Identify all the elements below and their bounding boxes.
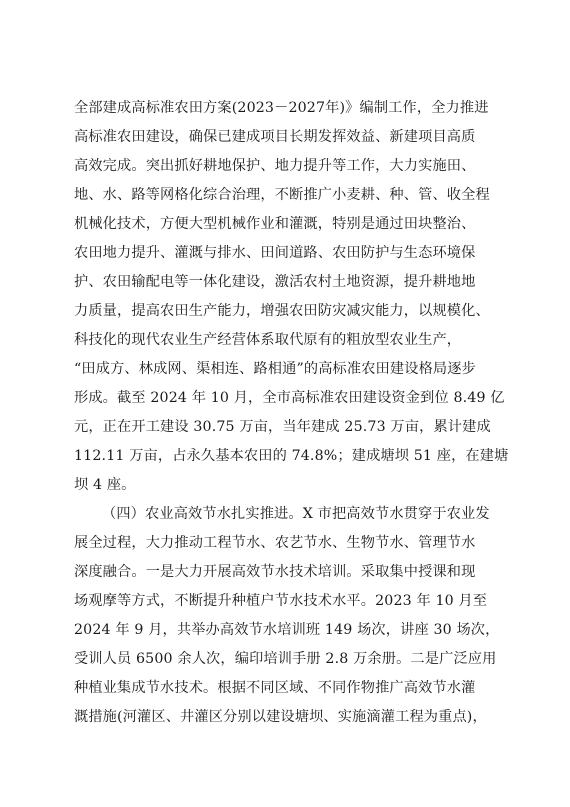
text-line: 场观摩等方式，不断提升种植户节水技术水平。2023 年 10 月至	[74, 593, 488, 609]
text-line: 高标准农田建设，确保已建成项目长期发挥效益、新建项目高质	[74, 129, 476, 145]
text-line: 机械化技术，方便大型机械作业和灌溉，特别是通过田块整治、	[74, 216, 476, 232]
text-line: 形成。截至 2024 年 10 月，全市高标准农田建设资金到位 8.49 亿	[74, 390, 505, 406]
text-line: 展全过程，大力推动工程节水、农艺节水、生物节水、管理节水	[74, 535, 476, 551]
text-line: 坝 4 座。	[74, 477, 136, 493]
text-line: 护、农田输配电等一体化建设，激活农村土地资源，提升耕地地	[74, 274, 476, 290]
text-line: 地、水、路等网格化综合治理，不断推广小麦耕、种、管、收全程	[74, 187, 490, 203]
text-line: 2024 年 9 月，共举办高效节水培训班 149 场次，讲座 30 场次，	[74, 622, 500, 638]
text-line: 溉措施(河灌区、井灌区分别以建设塘坝、实施滴灌工程为重点)，	[74, 709, 487, 725]
text-line: 种植业集成节水技术。根据不同区域、不同作物推广高效节水灌	[74, 680, 476, 696]
text-line: 全部建成高标准农田方案(2023－2027年)》编制工作，全力推进	[74, 100, 489, 116]
text-line: 科技化的现代农业生产经营体系取代原有的粗放型农业生产，	[74, 332, 462, 348]
text-line: 元，正在开工建设 30.75 万亩，当年建成 25.73 万亩，累计建成	[74, 419, 491, 435]
text-line: 高效完成。突出抓好耕地保护、地力提升等工作，大力实施田、	[74, 158, 476, 174]
text-line: 农田地力提升、灌溉与排水、田间道路、农田防护与生态环境保	[74, 245, 476, 261]
text-line: 力质量，提高农田生产能力，增强农田防灾减灾能力，以规模化、	[74, 303, 490, 319]
section-heading-line: （四）农业高效节水扎实推进。X 市把高效节水贯穿于农业发	[102, 506, 490, 522]
text-line: 112.11 万亩，占永久基本农田的 74.8%；建成塘坝 51 座，在建塘	[74, 448, 509, 464]
body-text	[74, 94, 509, 732]
text-line: 受训人员 6500 余人次，编印培训手册 2.8 万余册。二是广泛应用	[74, 651, 497, 667]
text-line: 深度融合。一是大力开展高效节水技术培训。采取集中授课和现	[74, 564, 476, 580]
text-line: “田成方、林成网、渠相连、路相通”的高标准农田建设格局逐步	[74, 361, 476, 377]
